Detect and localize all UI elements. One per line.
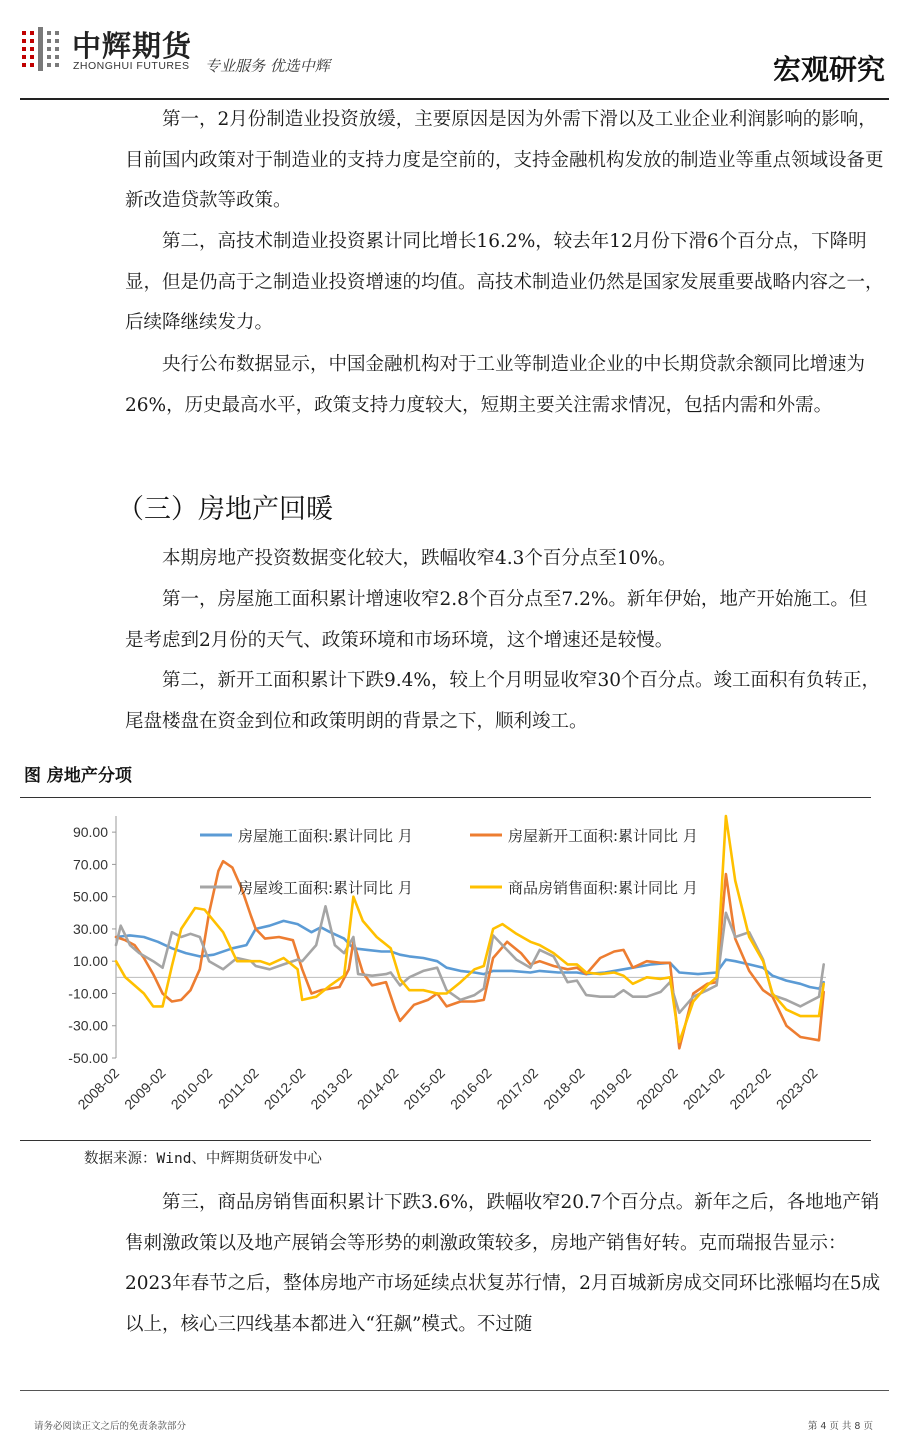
slogan: 专业服务 优选中辉 [205,57,330,75]
footer-divider [20,1390,889,1391]
x-tick-label: 2009-02 [121,1064,169,1113]
x-tick-label: 2015-02 [400,1064,449,1113]
figure-bottom-rule [20,1140,871,1141]
x-tick-label: 2019-02 [586,1064,635,1113]
y-tick-label: 10.00 [72,953,108,970]
legend-label-2: 房屋新开工面积:累计同比 月 [508,827,698,845]
figure-source: 数据来源：Wind、中辉期货研发中心 [84,1151,322,1167]
y-tick-label: 70.00 [72,856,108,873]
x-tick-label: 2014-02 [353,1064,402,1113]
x-tick-label: 2020-02 [633,1064,681,1113]
y-tick-label: 90.00 [72,824,108,841]
x-tick-label: 2017-02 [493,1064,542,1113]
y-tick-label: -30.00 [68,1017,108,1034]
paragraph-real-estate-2: 第一，房屋施工面积累计增速收窄2.8个百分点至7.2%。新年伊始，地产开始施工。但是考虑到2月份的天气、政策环境和市场环境，这个增速还是较慢。 [125,589,868,651]
chart-legend [200,827,698,897]
legend-label-3: 房屋竣工面积:累计同比 月 [238,879,413,897]
x-tick-label: 2012-02 [260,1064,309,1113]
legend-label-4: 商品房销售面积:累计同比 月 [508,879,698,897]
y-tick-label: 50.00 [72,888,108,905]
y-tick-label: 30.00 [72,920,108,937]
x-tick-label: 2013-02 [307,1064,355,1113]
logo-chinese-name: 中辉期货 [72,29,193,63]
legend-label-1: 房屋施工面积:累计同比 月 [238,827,413,845]
x-tick-label: 2011-02 [214,1064,262,1112]
disclaimer-note: 请务必阅读正文之后的免责条款部分 [34,1421,187,1432]
paragraph-real-estate-1: 本期房地产投资数据变化较大，跌幅收窄4.3个百分点至10%。 [162,548,677,569]
x-tick-label: 2008-02 [74,1064,123,1113]
x-tick-label: 2023-02 [772,1064,821,1113]
x-tick-label: 2016-02 [446,1064,495,1113]
real-estate-line-chart [0,798,909,1140]
y-tick-label: -10.00 [68,985,108,1002]
x-tick-label: 2010-02 [167,1064,216,1113]
figure-title: 图 房地产分项 [24,766,132,786]
paragraph-manufacturing-2: 第二，高技术制造业投资累计同比增长16.2%，较去年12月份下滑6个百分点，下降明显，但是仍高于之制造业投资增速的均值。高技术制造业仍然是国家发展重要战略内容之一，后续降继续发力。 [125,231,884,334]
page-number: 第 4 页 共 8 页 [807,1421,873,1432]
x-tick-label: 2018-02 [540,1064,588,1113]
chart-series-lines [116,816,824,1048]
x-tick-label: 2021-02 [679,1064,728,1113]
paragraph-manufacturing-3: 央行公布数据显示，中国金融机构对于工业等制造业企业的中长期贷款余额同比增速为26%，历史最高水平，政策支持力度较大，短期主要关注需求情况，包括内需和外需。 [125,354,866,416]
logo-english-name: ZHONGHUI FUTURES [73,60,190,72]
paragraph-real-estate-3: 第二，新开工面积累计下跌9.4%，较上个月明显收窄30个百分点。竣工面积有负转正，尾盘楼盘在资金到位和政策明朗的背景之下，顺利竣工。 [125,670,881,732]
paragraph-manufacturing-1: 第一，2月份制造业投资放缓，主要原因是因为外需下滑以及工业企业利润影响的影响，目前国内政策对于制造业的支持力度是空前的，支持金融机构发放的制造业等重点领域设备更新改造贷款等政策。 [125,109,884,212]
series-line-4 [116,816,824,1042]
y-tick-label: -50.00 [68,1050,108,1066]
chart-axes [68,816,826,1112]
paragraph-real-estate-4: 第三，商品房销售面积累计下跌3.6%，跌幅收窄20.7个百分点。新年之后，各地地产销售刺激政策以及地产展销会等形势的刺激政策较多，房地产销售好转。克而瑞报告显示：2023年春节之后，整体房地产市场延续点状复苏行情，2月百城新房成交同环比涨幅均在5成以上，核心三四线基本都进入“狂飙”模式。不过随 [125,1192,881,1336]
section-heading-real-estate: （三）房地产回暖 [117,494,333,525]
section-title: 宏观研究 [772,53,885,86]
page-header [0,0,909,100]
zhonghui-logo-icon [22,27,66,71]
x-tick-label: 2022-02 [726,1064,774,1113]
